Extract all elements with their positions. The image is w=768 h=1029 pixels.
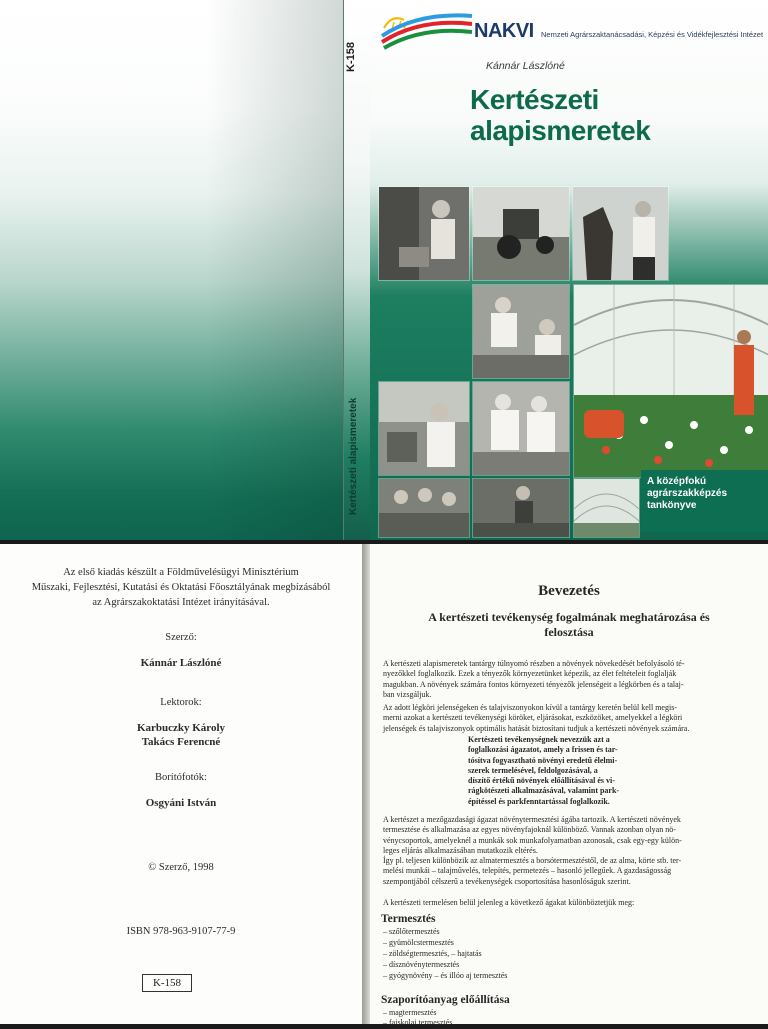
list-item: – gyümölcstermesztés [383, 938, 454, 947]
cover-photo-field-work [472, 478, 570, 538]
p2-line: Az adott légköri jelenségeken és talajviszonyokon kívül a tantárgy keretén belül kell megis- [383, 703, 677, 712]
list-item: – szőlőtermesztés [383, 927, 440, 936]
nakvi-logo-icon [378, 6, 474, 52]
spine-code: K-158 [345, 42, 357, 72]
paragraph-4: A kertészeti termelésen belül jelenleg a következő ágakat különböztetjük meg: [383, 898, 635, 907]
isbn: ISBN 978-963-9107-77-9 [126, 926, 236, 937]
p1-line: A kertészeti alapismeretek tantárgy túlnyomó részben a növények növekedését befolyásoló té- [383, 659, 685, 668]
cover-photo-horse [572, 186, 669, 281]
paragraph-3 [383, 815, 755, 887]
p1-line: ban vizsgáljuk. [383, 689, 432, 699]
section-heading-line2: felosztása [544, 625, 594, 639]
definition-line: szerek termelésével, feldolgozásával, a [468, 765, 598, 775]
p2-line: jelenségek és talajviszonyok optimális hatását biztosítani tudjuk a kertészeti növények számára. [383, 723, 690, 733]
p1-line: magukban. A növények számára fontos környezeti tényezők jelenségeit a légkörben és a talaj- [383, 679, 684, 689]
reviewer-1: Karbuczky Károly [136, 722, 226, 734]
list-item: – gyógynövény – és illóo aj termesztés [383, 971, 508, 980]
p3-line: szempontjából célszerű a tevékenységek csoportosítása hasonlóságuk szerint. [383, 876, 631, 886]
section-heading [385, 610, 753, 640]
photos-label: Borítófotók: [155, 772, 207, 783]
definition-line: építéssel és parkfenntartással foglalkozik. [468, 796, 610, 806]
paragraph-2 [383, 703, 755, 734]
book-code-box: K-158 [142, 974, 192, 992]
paragraph-1 [383, 659, 755, 700]
badge-line1: A középfokú [647, 476, 707, 487]
reviewer-2: Takács Ferencné [141, 736, 221, 748]
first-edition-line3: az Agrárszakoktatási Intézet irányításával. [92, 597, 270, 608]
definition-line: rágkötészeti alkalmazásával, valamint park- [468, 786, 620, 796]
cover-photo-gardener [378, 381, 470, 476]
cover-photo-lab [472, 284, 570, 379]
section-title-termesztes: Termesztés [381, 913, 436, 925]
cover-photo-tractor [472, 186, 570, 281]
page-gutter [362, 544, 370, 1024]
cover-photo-greenhouse [573, 284, 768, 478]
first-edition-line2: Műszaki, Fejlesztési, Kutatási és Oktatási Főosztályának megbízásából [31, 582, 331, 593]
copyright: © Szerző, 1998 [148, 862, 214, 873]
definition-line: foglalkozási ágazatot, amely a frissen és tar- [468, 745, 618, 755]
definition-line: Kertészeti tevékenységnek nevezzük azt a [468, 735, 610, 744]
cover-photo-group [378, 478, 470, 538]
section-heading-line1: A kertészeti tevékenység fogalmának meghatározása és [428, 610, 710, 624]
definition-line: tósítva fogyasztható növényi eredetű élelmi- [468, 755, 618, 765]
list-item: – faiskolai termesztés [383, 1018, 453, 1027]
photographer-name: Osgyáni István [145, 797, 217, 809]
section-title-szaporitoanyag: Szaporítóanyag előállítása [381, 994, 510, 1006]
p3-line: vénycsoportok, amelyeknél a munkák sok munkafolyamatban azonosak, csak egy-egy külön- [383, 835, 682, 845]
p3-line: melési munkái – talajművelés, telepítés, permetezés – hasonló jellegűek. A gazdaságosság [383, 866, 672, 876]
author-label: Szerző: [165, 632, 197, 643]
author-name: Kánnár Lászlóné [140, 657, 222, 669]
badge-line3: tankönyve [647, 500, 697, 511]
reviewers-label: Lektorok: [160, 697, 202, 708]
cover-author: Kánnár Lászlóné [486, 60, 565, 72]
cover-photo-tunnel [573, 478, 640, 538]
list-item: – dísznövénytermesztés [383, 960, 460, 969]
first-edition-line1: Az első kiadás készült a Földművelésügyi Minisztérium [63, 567, 299, 578]
logo-subtitle: Nemzeti Agrárszaktanácsadási, Képzési és Vidékfejlesztési Intézet [541, 30, 764, 39]
badge-line2: agrárszakképzés [647, 488, 728, 499]
p3-line: A kertészet a mezőgazdasági ágazat növénytermesztési ágába tartozik. A kertészeti növények [383, 815, 681, 824]
p3-line: termesztése és alkalmazása az egyes növényfajoknál különböző. Vannak azonban olyan nö- [383, 825, 676, 835]
cover-title-line1: Kertészeti [470, 84, 599, 115]
cover-badge-text [647, 476, 767, 512]
p3-line: Így pl. teljesen különbözik az almatermesztés a borsótermesztéstől, de az alma, körte stb. ter- [383, 856, 682, 866]
p2-line: merni azokat a kertészeti tevékenységi köröket, eljárásokat, eszközöket, amelyekkel a légköri [383, 713, 683, 723]
cover-title [470, 84, 650, 146]
imprint-page [0, 544, 362, 1024]
chapter-heading: Bevezetés [538, 583, 600, 599]
list-item: – magtermesztés [383, 1008, 437, 1017]
definition-line: díszítő értékű növények előállításával és vi- [468, 776, 615, 786]
cover-title-line2: alapismeretek [470, 115, 651, 146]
list-item: – zöldségtermesztés, – hajtatás [383, 949, 482, 958]
back-cover [0, 0, 343, 540]
p1-line: nyezőkkel foglalkozik. Ezek a tényezők környezetünket képezik, az élet feltételeit foglalják [383, 669, 677, 679]
cover-photo-workshop [378, 186, 470, 281]
cover-photo-kitchen [472, 381, 570, 476]
spine-title: Kertészeti alapismeretek [348, 397, 359, 515]
p3-line: leges eljárás alkalmazásában mutatkozik eltérés. [383, 845, 538, 855]
logo-name: NAKVI [474, 20, 534, 42]
definition-block [468, 735, 753, 807]
